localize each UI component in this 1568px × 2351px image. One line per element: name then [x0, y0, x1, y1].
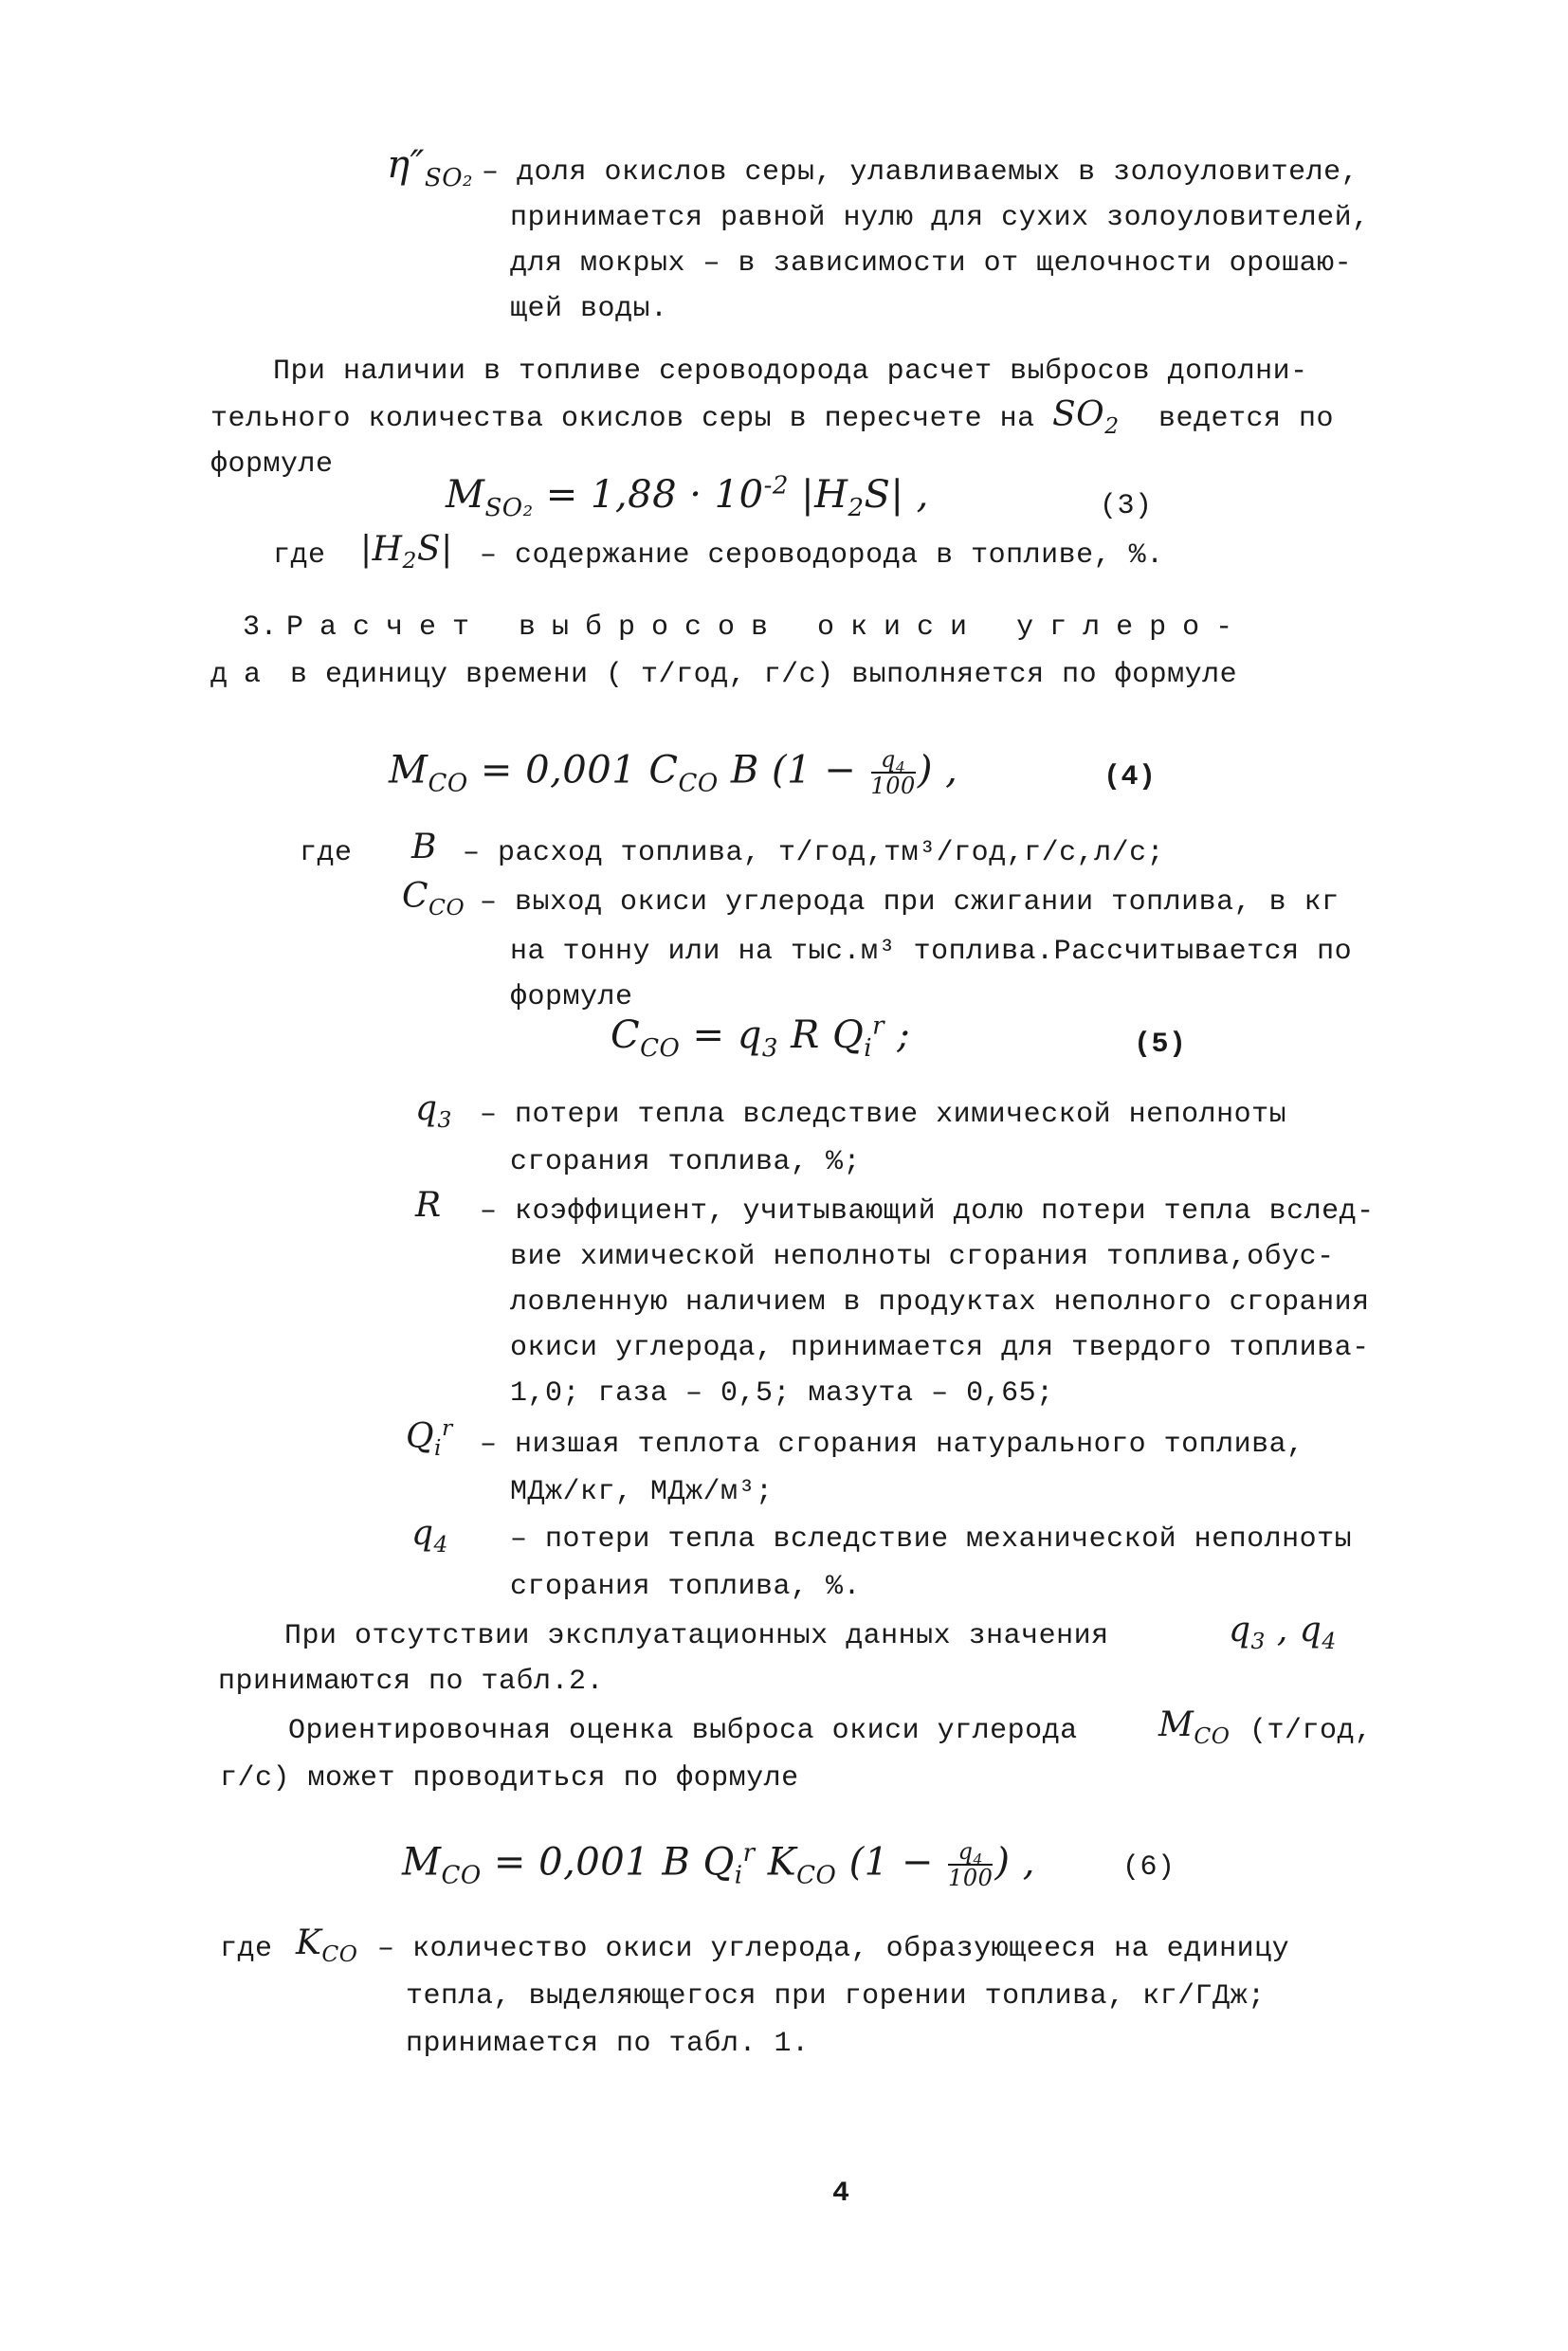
def-q3-line-2: сгорания топлива, %; — [510, 1146, 862, 1178]
section-3-heading-da: да — [210, 659, 278, 691]
h2s-symbol: $|H_2S|$ — [360, 530, 453, 574]
def-q4-line-2: сгорания топлива, %. — [510, 1571, 862, 1603]
def-cco-line-1: – выход окиси углерода при сжигании топлива, в кг — [480, 886, 1340, 919]
formula-6-number: (6) — [1122, 1851, 1176, 1884]
section-3-heading-rest: в единицу времени ( т/год, г/с) выполняется по формуле — [290, 659, 1238, 691]
eta-so2-symbol: $\eta''_{SO_2}$ — [387, 143, 473, 192]
estimate-line-1: Ориентировочная оценка выброса окиси углерода — [288, 1715, 1078, 1747]
so2-symbol: $SO_2$ — [1052, 395, 1120, 440]
cco-symbol: $C_{CO}$ — [402, 877, 465, 921]
q3-symbol: $q_3$ — [415, 1089, 452, 1134]
estimate-line-1-tail: (т/год, — [1249, 1715, 1373, 1747]
q-ir-symbol: $Q_i^r$ — [406, 1414, 453, 1462]
page-number: 4 — [832, 2178, 850, 2210]
q3-q4-symbols: $q_3$ , $q_4$ — [1229, 1611, 1337, 1655]
estimate-line-2: г/с) может проводиться по формуле — [220, 1762, 799, 1795]
formula-3-number: (3) — [1100, 490, 1153, 522]
absence-line-2: принимаются по табл.2. — [218, 1666, 605, 1698]
def-r-line-5: 1,0; газа – 0,5; мазута – 0,65; — [510, 1377, 1054, 1410]
h2s-where-text: – содержание сероводорода в топливе, %. — [480, 539, 1164, 572]
eta-def-line-4: щей воды. — [510, 293, 668, 325]
def-kco-line-1: – количество окиси углерода, образующееся на единицу — [377, 1933, 1290, 1965]
def-cco-line-2: на тонну или на тыс.м³ топлива.Рассчитывается по — [510, 936, 1353, 968]
section-3-heading: Расчет выбросов окиси углеро- — [286, 611, 1249, 644]
h2s-where-label: где — [273, 539, 326, 572]
def-kco-line-3: принимается по табл. 1. — [406, 2028, 810, 2060]
eta-def-line-2: принимается равной нулю для сухих золоуловителей, — [510, 202, 1370, 234]
def-q4-line-1: – потери тепла вследствие механической неполноты — [510, 1523, 1353, 1556]
def-q-line-2: МДж/кг, МДж/м³; — [510, 1476, 774, 1508]
def-b: – расход топлива, т/год,тм³/год,г/с,л/с; — [463, 837, 1165, 869]
def-kco-line-2: тепла, выделяющегося при горении топлива, кг/ГДж; — [406, 1980, 1266, 2013]
formula-3: $M_{SO_2} = 1,88 \cdot 10^{-2}$ $|H_2S|$ , — [446, 471, 929, 522]
absence-line-1: При отсутствии эксплуатационных данных значения — [284, 1620, 1109, 1652]
q4-symbol: $q_4$ — [411, 1514, 448, 1558]
where-label-6: где — [220, 1933, 273, 1965]
h2s-line-3: формуле — [210, 448, 334, 481]
formula-6: $M_{CO} = 0,001$ B $Q_i^r$ $K_{CO}$ (1 − $\frac{q_4}{100}$ ) , — [402, 1838, 1035, 1892]
b-symbol: B — [411, 828, 437, 866]
eta-def-line-3: для мокрых – в зависимости от щелочности орошаю- — [510, 247, 1353, 280]
def-r-line-1: – коэффициент, учитывающий долю потери тепла вслед- — [480, 1195, 1375, 1228]
r-symbol: R — [415, 1186, 442, 1225]
def-q-line-1: – низшая теплота сгорания натурального топлива, — [480, 1429, 1304, 1461]
mco-symbol: $M_{CO}$ — [1158, 1705, 1231, 1750]
eta-def-line-1: – доля окислов серы, улавливаемых в золоуловителе, — [482, 156, 1359, 189]
h2s-line-2a: тельного количества окислов серы в пересчете на — [210, 403, 1035, 435]
where-label-4: где — [300, 837, 353, 869]
def-r-line-2: вие химической неполноты сгорания топлива,обус- — [510, 1241, 1335, 1273]
formula-4: $M_{CO} = 0,001$ $C_{CO}$ B (1 − $\frac{q_4}{100}$ ) , — [389, 746, 958, 800]
def-r-line-4: окиси углерода, принимается для твердого топлива- — [510, 1332, 1370, 1364]
section-3-number: 3. — [243, 611, 279, 644]
def-cco-line-3: формуле — [510, 981, 633, 1013]
def-q3-line-1: – потери тепла вследствие химической неполноты — [480, 1099, 1287, 1131]
h2s-line-2b: ведется по — [1158, 403, 1335, 435]
formula-4-number: (4) — [1103, 761, 1157, 793]
kco-symbol: $K_{CO}$ — [296, 1923, 358, 1968]
def-r-line-3: ловленную наличием в продуктах неполного сгорания — [510, 1286, 1370, 1319]
h2s-line-1: При наличии в топливе сероводорода расчет выбросов дополни- — [273, 355, 1308, 388]
formula-5: $C_{CO} = q_3$ R $Q_i^r$ ; — [611, 1011, 911, 1063]
formula-5-number: (5) — [1134, 1029, 1187, 1061]
